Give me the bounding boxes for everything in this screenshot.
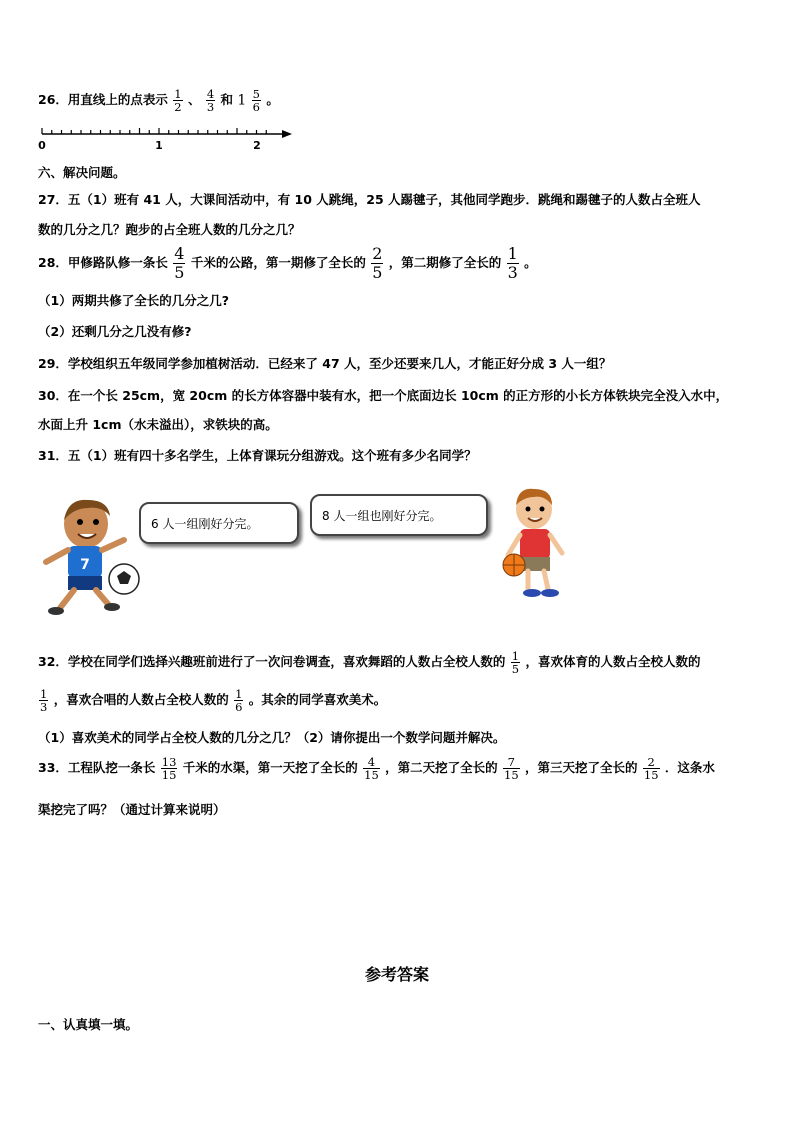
boy-soccer-illustration [38, 492, 143, 622]
fraction [173, 245, 185, 282]
number-line [38, 126, 298, 152]
numerator: 1 [511, 649, 520, 663]
numerator: 2 [647, 755, 655, 769]
denominator: 3 [507, 263, 518, 282]
q26-and: 和 [220, 92, 234, 107]
boy-basketball-illustration [490, 485, 575, 610]
denominator: 15 [504, 768, 519, 782]
section-6-heading: 六、解决问题。 [38, 165, 126, 180]
q28-text-b: 千米的公路，第一期修了全长的 [190, 255, 366, 270]
q32-text-d: 。其余的同学喜欢美术。 [248, 692, 387, 707]
denominator: 5 [174, 263, 185, 282]
q29-line: 29．学校组织五年级同学参加植树活动．已经来了 47 人，至少还要来几人，才能正好分成 3 人一组？ [38, 356, 612, 371]
fraction [643, 756, 660, 781]
denominator: 5 [372, 263, 383, 282]
numerator: 5 [252, 87, 260, 101]
q27-line-1: 27．五（1）班有 41 人，大课间活动中，有 10 人跳绳，25 人踢毽子，其他同学跑步．跳绳和踢毽子的人数占全班人 [38, 192, 701, 207]
denominator: 3 [206, 100, 215, 114]
q33-line-2: 渠挖完了吗？（通过计算来说明） [38, 802, 226, 817]
tick-label-1: 1 [155, 139, 163, 152]
q32-line-1 [38, 650, 700, 675]
q28-text-c: ，第二期修了全长的 [388, 255, 502, 270]
numerator: 4 [367, 755, 376, 769]
q26-end: 。 [266, 92, 279, 107]
jersey-number: 7 [80, 557, 90, 573]
q26-prefix: 26．用直线上的点表示 [38, 92, 168, 107]
denominator: 15 [364, 768, 379, 782]
q33-line-1 [38, 756, 715, 781]
numerator: 4 [206, 87, 215, 101]
fraction [363, 756, 380, 781]
denominator: 15 [161, 768, 177, 782]
q32-line-2 [38, 688, 386, 713]
denominator: 2 [174, 100, 182, 114]
numerator: 1 [174, 87, 182, 101]
q32-text-b: ，喜欢体育的人数占全校人数的 [525, 654, 701, 669]
numerator: 4 [174, 244, 185, 263]
fraction [161, 756, 178, 781]
q33-text-c: ，第二天挖了全长的 [385, 760, 498, 775]
fraction [511, 650, 520, 675]
bubble-left-text: 6 人一组刚好分完。 [151, 516, 259, 531]
speech-bubble-left [139, 502, 299, 544]
fraction [173, 88, 182, 113]
q26-line [38, 88, 279, 113]
tick-label-2: 2 [253, 139, 261, 152]
numerator: 1 [507, 244, 518, 263]
denominator: 5 [511, 662, 520, 676]
speech-bubble-right [310, 494, 488, 536]
fraction [507, 245, 519, 282]
q27-line-2: 数的几分之几？跑步的占全班人数的几分之几？ [38, 222, 301, 237]
q32-text-c: ，喜欢合唱的人数占全校人数的 [53, 692, 229, 707]
q33-text-e: ．这条水 [664, 760, 715, 775]
tick-label-0: 0 [38, 139, 46, 152]
numerator: 1 [235, 687, 243, 701]
numerator: 13 [161, 755, 177, 769]
denominator: 3 [40, 700, 48, 714]
q33-text-b: 千米的水渠，第一天挖了全长的 [182, 760, 358, 775]
numerator: 1 [40, 687, 48, 701]
q28-line [38, 245, 537, 282]
q30-line-1: 30．在一个长 25cm，宽 20cm 的长方体容器中装有水，把一个底面边长 10cm 的正方形的小长方体铁块完全没入水中， [38, 388, 729, 403]
q31-line: 31．五（1）班有四十多名学生，上体育课玩分组游戏。这个班有多少名同学？ [38, 448, 477, 463]
q33-text-d: ，第三天挖了全长的 [525, 760, 638, 775]
fraction [39, 688, 48, 713]
fraction [503, 756, 520, 781]
numerator: 2 [372, 244, 383, 263]
fraction [371, 245, 383, 282]
q26-sep: 、 [187, 92, 201, 107]
denominator: 6 [252, 100, 260, 114]
denominator: 6 [235, 700, 243, 714]
mixed-integer: 1 [237, 92, 247, 109]
q33-text-a: 33．工程队挖一条长 [38, 760, 156, 775]
q30-line-2: 水面上升 1cm（水未溢出），求铁块的高。 [38, 417, 278, 432]
q28-sub-2: （2）还剩几分之几没有修? [38, 324, 192, 339]
section-1-heading: 一、认真填一填。 [38, 1017, 139, 1032]
q32-sub: （1）喜欢美术的同学占全校人数的几分之几？（2）请你提出一个数学问题并解决。 [38, 730, 506, 745]
fraction [206, 88, 215, 113]
q32-text-a: 32．学校在同学们选择兴趣班前进行了一次问卷调查，喜欢舞蹈的人数占全校人数的 [38, 654, 506, 669]
fraction [234, 688, 243, 713]
answer-title: 参考答案 [364, 965, 429, 984]
q28-sub-1: （1）两期共修了全长的几分之几? [38, 293, 229, 308]
q28-text-d: 。 [524, 255, 537, 270]
denominator: 15 [643, 768, 659, 782]
fraction [252, 88, 261, 113]
q28-text-a: 28．甲修路队修一条长 [38, 255, 168, 270]
numerator: 7 [507, 755, 515, 769]
bubble-right-text: 8 人一组也刚好分完。 [322, 508, 442, 523]
